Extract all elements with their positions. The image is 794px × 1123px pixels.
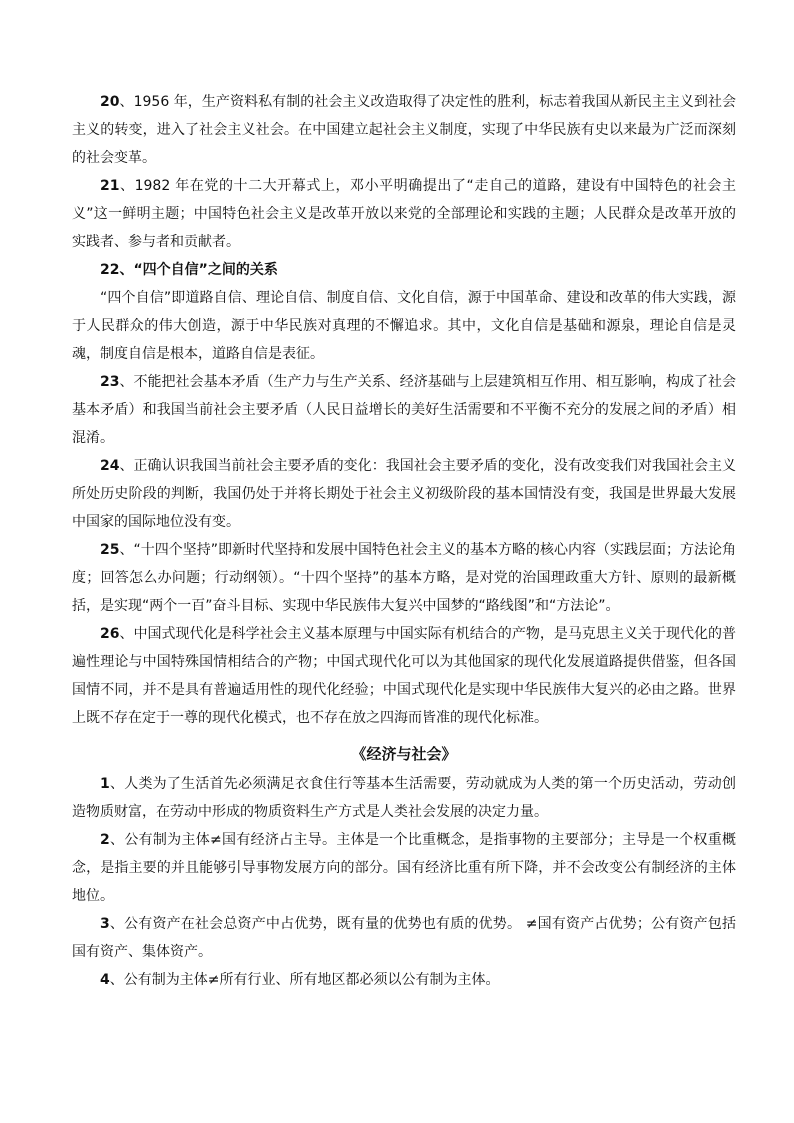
paragraph-text: 、公有制为主体≠国有经济占主导。主体是一个比重概念，是指事物的主要部分；主导是一个权重概念，是指主要的并且能够引导事物发展方向的部分。国有经济比重有所下降，并不会改变公有制经济的主体地位。	[72, 832, 736, 904]
paragraph-26	[72, 620, 736, 732]
item-number: 3	[100, 916, 110, 932]
paragraph-25	[72, 536, 736, 620]
paragraph-24	[72, 452, 736, 536]
item-number: 2	[100, 832, 110, 848]
paragraph-21	[72, 172, 736, 256]
item-number: 25	[100, 542, 120, 558]
document-page	[72, 88, 736, 994]
item-number: 4	[100, 972, 110, 988]
paragraph-23	[72, 368, 736, 452]
paragraph-econ-1	[72, 770, 736, 826]
item-number: 1	[100, 776, 110, 792]
paragraph-text: 、公有资产在社会总资产中占优势，既有量的优势也有质的优势。 ≠国有资产占优势；公有资产包括国有资产、集体资产。	[72, 916, 736, 960]
paragraph-text: 、公有制为主体≠所有行业、所有地区都必须以公有制为主体。	[109, 972, 500, 988]
paragraph-econ-2	[72, 826, 736, 910]
paragraph-text: 、1956 年，生产资料私有制的社会主义改造取得了决定性的胜利，标志着我国从新民主主义到社会主义的转变，进入了社会主义社会。在中国建立起社会主义制度，实现了中华民族有史以来最为广泛而深刻的社会变革。	[72, 94, 736, 166]
item-number: 23	[100, 374, 120, 390]
item-number: 26	[100, 626, 120, 642]
paragraph-econ-4	[72, 966, 736, 994]
paragraph-text: 、中国式现代化是科学社会主义基本原理与中国实际有机结合的产物，是马克思主义关于现代化的普遍性理论与中国特殊国情相结合的产物；中国式现代化可以为其他国家的现代化发展道路提供借鉴，但各国国情不同，并不是具有普遍适用性的现代化经验；中国式现代化是实现中华民族伟大复兴的必由之路。世界上既不存在定于一尊的现代化模式，也不存在放之四海而皆准的现代化标准。	[72, 626, 736, 726]
paragraph-text: 、不能把社会基本矛盾（生产力与生产关系、经济基础与上层建筑相互作用、相互影响，构成了社会基本矛盾）和我国当前社会主要矛盾（人民日益增长的美好生活需要和不平衡不充分的发展之间的矛盾）相混淆。	[72, 374, 736, 446]
paragraph-text: 、1982 年在党的十二大开幕式上，邓小平明确提出了“走自己的道路，建设有中国特色的社会主义”这一鲜明主题；中国特色社会主义是改革开放以来党的全部理论和实践的主题；人民群众是改革开放的实践者、参与者和贡献者。	[72, 178, 736, 250]
heading-22: 22、“四个自信”之间的关系	[100, 262, 278, 278]
paragraph-text: 、人类为了生活首先必须满足衣食住行等基本生活需要，劳动就成为人类的第一个历史活动，劳动创造物质财富，在劳动中形成的物质资料生产方式是人类社会发展的决定力量。	[72, 776, 736, 820]
item-number: 20	[100, 94, 120, 110]
section-title: 《经济与社会》	[351, 745, 457, 763]
item-number: 24	[100, 458, 120, 474]
paragraph-20	[72, 88, 736, 172]
paragraph-text: 、“十四个坚持”即新时代坚持和发展中国特色社会主义的基本方略的核心内容（实践层面；方法论角度；回答怎么办问题；行动纲领）。“十四个坚持”的基本方略，是对党的治国理政重大方针、原则的最新概括，是实现“两个一百”奋斗目标、实现中华民族伟大复兴中国梦的“路线图”和“方法论”。	[72, 542, 736, 614]
paragraph-text: 、正确认识我国当前社会主要矛盾的变化：我国社会主要矛盾的变化，没有改变我们对我国社会主义所处历史阶段的判断，我国仍处于并将长期处于社会主义初级阶段的基本国情没有变，我国是世界最大发展中国家的国际地位没有变。	[72, 458, 736, 530]
paragraph-22: “四个自信”即道路自信、理论自信、制度自信、文化自信，源于中国革命、建设和改革的伟大实践，源于人民群众的伟大创造，源于中华民族对真理的不懈追求。其中，文化自信是基础和源泉，理论自信是灵魂，制度自信是根本，道路自信是表征。	[72, 290, 736, 362]
item-number: 21	[100, 178, 120, 194]
paragraph-econ-3	[72, 910, 736, 966]
